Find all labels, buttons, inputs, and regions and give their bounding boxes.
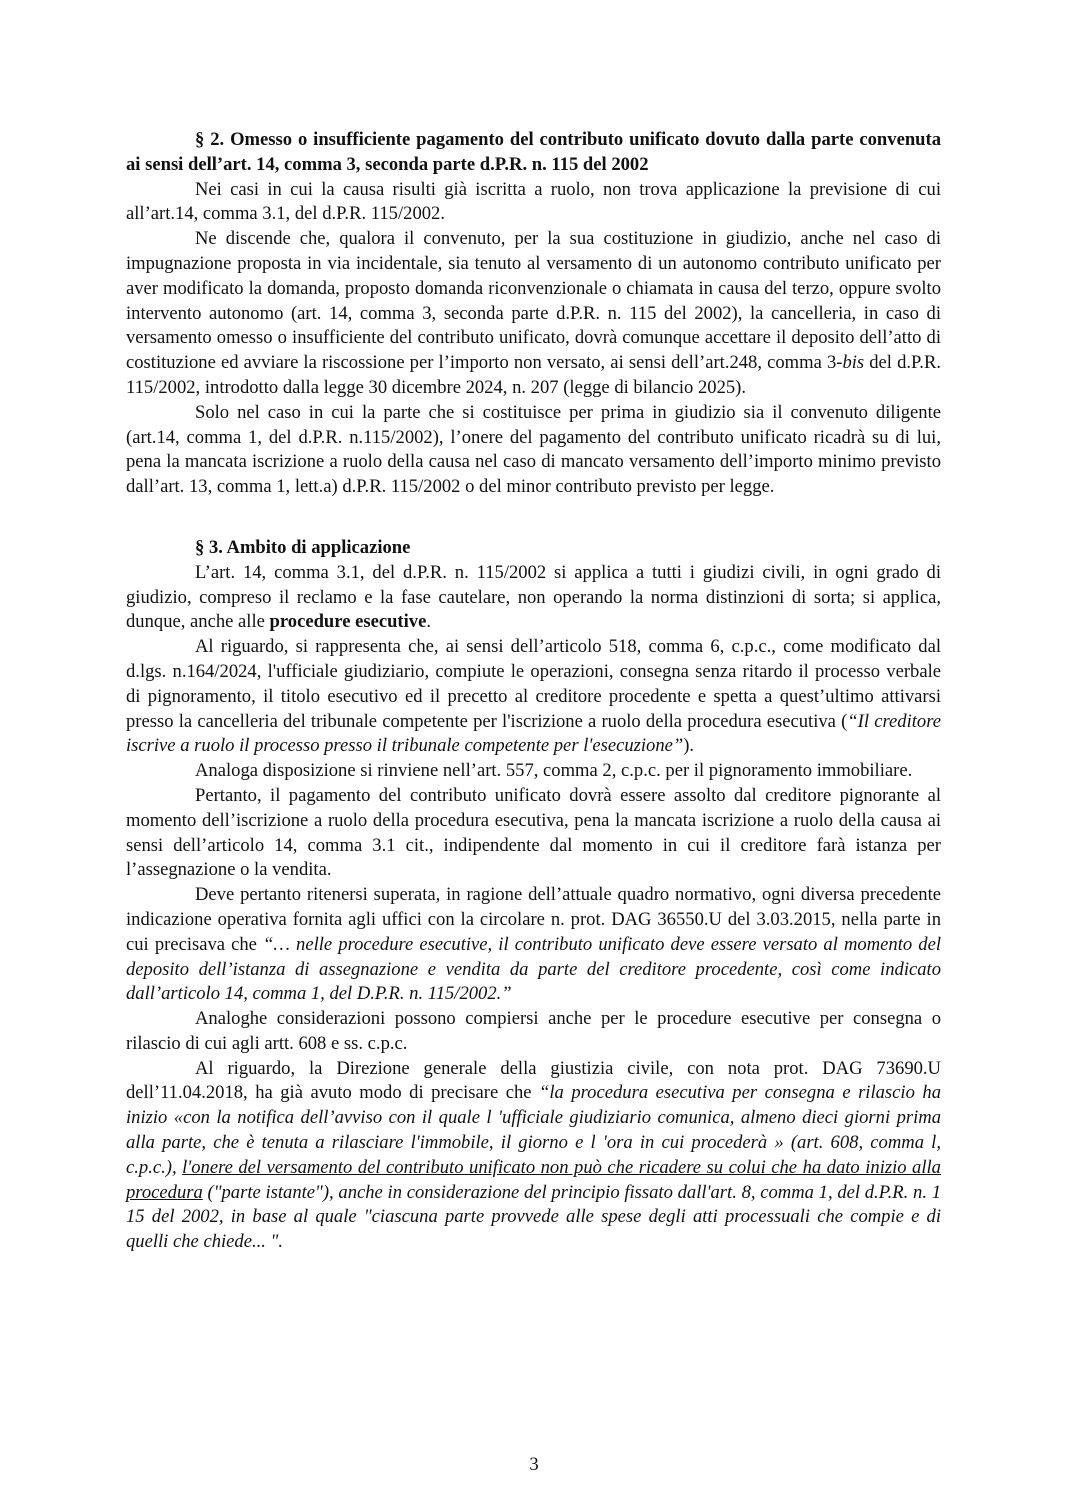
- section-3-paragraph-7-underline: l'onere del versamento del contributo unificato non può che ricadere su colui che ha dato inizio alla procedura: [126, 1156, 941, 1203]
- section-2-paragraph-2-text-b: del d.P.R. 115/2002, introdotto dalla legge 30 dicembre 2024, n. 207 (legge di bilancio 2025).: [126, 352, 941, 398]
- section-3-paragraph-6: Analoghe considerazioni possono compiersi anche per le procedure esecutive per consegna o rilascio di cui agli artt. 608 e ss. c.p.c.: [126, 1008, 941, 1054]
- section-3-paragraph-1: [126, 561, 941, 635]
- page-content: [126, 128, 941, 1255]
- section-3-paragraph-5-text-a: Deve pertanto ritenersi superata, in ragione dell’attuale quadro normativo, ogni diversa precedente indicazione operativa fornita agli uffici con la circolare n. prot. DAG 36550.U del 3.03.2015, nella parte in cui precisava che: [126, 884, 941, 955]
- section-2-paragraph-2-italic: bis: [842, 352, 865, 374]
- section-3-paragraph-2: [126, 635, 941, 759]
- section-3-paragraph-1-text-a: L’art. 14, comma 3.1, del d.P.R. n. 115/2002 si applica a tutti i giudizi civili, in ogni grado di giudizio, compreso il reclamo e la fase cautelare, non operando la norma distinzioni di sorta; si applica, dunque, anche alle: [126, 561, 941, 633]
- section-3-paragraph-7-text-a: Al riguardo, la Direzione generale della giustizia civile, con nota prot. DAG 73690.U dell’11.04.2018, ha già avuto modo di precisare che: [126, 1057, 941, 1104]
- section-divider-space: [126, 500, 941, 536]
- section-2-paragraph-3: Solo nel caso in cui la parte che si costituisce per prima in giudizio sia il convenuto diligente (art.14, comma 1, del d.P.R. n.115/2002), l’onere del pagamento del contributo unificato ricadrà su di lui, pena la mancata iscrizione a ruolo della causa nel caso di mancato versamento dell’importo minimo previsto dall’art. 13, comma 1, lett.a) d.P.R. 115/2002 o del minor contributo previsto per legge.: [126, 401, 941, 498]
- section-2-paragraph-2-text-a: Ne discende che, qualora il convenuto, per la sua costituzione in giudizio, anche nel caso di impugnazione proposta in via incidentale, sia tenuto al versamento di un autonomo contributo unificato per aver modificato la domanda, proposto domanda riconvenzionale o chiamata in causa del terzo, oppure svolto intervento autonomo (art. 14, comma 3, seconda parte d.P.R. n. 115 del 2002), la cancelleria, in caso di versamento omesso o insufficiente del contributo unificato, dovrà comunque accettare il deposito dell’atto di costituzione ed avviare la riscossione per l’importo non versato, ai sensi dell’art.248, comma 3-: [126, 228, 941, 374]
- section-3-paragraph-2-text-b: ).: [683, 735, 695, 757]
- section-2-paragraph-1: Nei casi in cui la causa risulti già iscritta a ruolo, non trova applicazione la previsione di cui all’art.14, comma 3.1, del d.P.R. 115/2002.: [126, 178, 941, 225]
- section-2-paragraph-2: [126, 227, 941, 401]
- section-3-paragraph-5: [126, 883, 941, 1007]
- section-3-paragraph-7-italic-b: ("parte istante"), anche in considerazione del principio fissato dall'art. 8, comma 1, del d.P.R. n. 1 15 del 2002, in base al quale "ciascuna parte provvede alle spese degli atti processuali che compie e di quelli che chiede... ".: [126, 1181, 941, 1253]
- section-3-paragraph-1-text-b: .: [426, 611, 431, 633]
- section-3-paragraph-7-italic-a: “la procedura esecutiva per consegna e rilascio ha inizio «con la notifica dell’avviso con il quale l 'ufficiale giudiziario comunica, almeno dieci giorni prima alla parte, che è tenuta a rilasciare l'immobile, il giorno e l 'ora in cui procederà » (art. 608, comma l, c.p.c.),: [126, 1082, 941, 1178]
- page-number: 3: [529, 1454, 539, 1475]
- section-3-paragraph-2-italic: “Il creditore iscrive a ruolo il processo presso il tribunale competente per l'esecuzione”: [126, 710, 941, 757]
- section-3-heading: § 3. Ambito di applicazione: [195, 536, 411, 558]
- section-3-paragraph-2-text-a: Al riguardo, si rappresenta che, ai sensi dell’articolo 518, comma 6, c.p.c., come modificato dal d.lgs. n.164/2024, l'ufficiale giudiziario, compiute le operazioni, consegna senza ritardo il processo verbale di pignoramento, il titolo esecutivo ed il precetto al creditore procedente e spetta a quest’ultimo attivarsi presso la cancelleria del tribunale competente per l'iscrizione a ruolo della procedura esecutiva (: [126, 636, 941, 732]
- section-3-paragraph-1-bold: procedure esecutive: [269, 611, 427, 633]
- section-3-paragraph-3: Analoga disposizione si rinviene nell’art. 557, comma 2, c.p.c. per il pignoramento immobiliare.: [195, 760, 913, 782]
- section-2-heading: § 2. Omesso o insufficiente pagamento del contributo unificato dovuto dalla parte convenuta ai sensi dell’art. 14, comma 3, seconda parte d.P.R. n. 115 del 2002: [126, 129, 941, 175]
- section-3-paragraph-5-italic: “… nelle procedure esecutive, il contributo unificato deve essere versato al momento del deposito dell’istanza di assegnazione e vendita da parte del creditore procedente, così come indicato dall’articolo 14, comma 1, del D.P.R. n. 115/2002.”: [126, 933, 941, 1005]
- section-3-paragraph-7: [126, 1057, 941, 1255]
- section-3-paragraph-4: Pertanto, il pagamento del contributo unificato dovrà essere assolto dal creditore pignorante al momento dell’iscrizione a ruolo della procedura esecutiva, pena la mancata iscrizione a ruolo della causa ai sensi dell’articolo 14, comma 3.1 cit., indipendente dal momento in cui il creditore farà istanza per l’assegnazione o la vendita.: [126, 784, 941, 881]
